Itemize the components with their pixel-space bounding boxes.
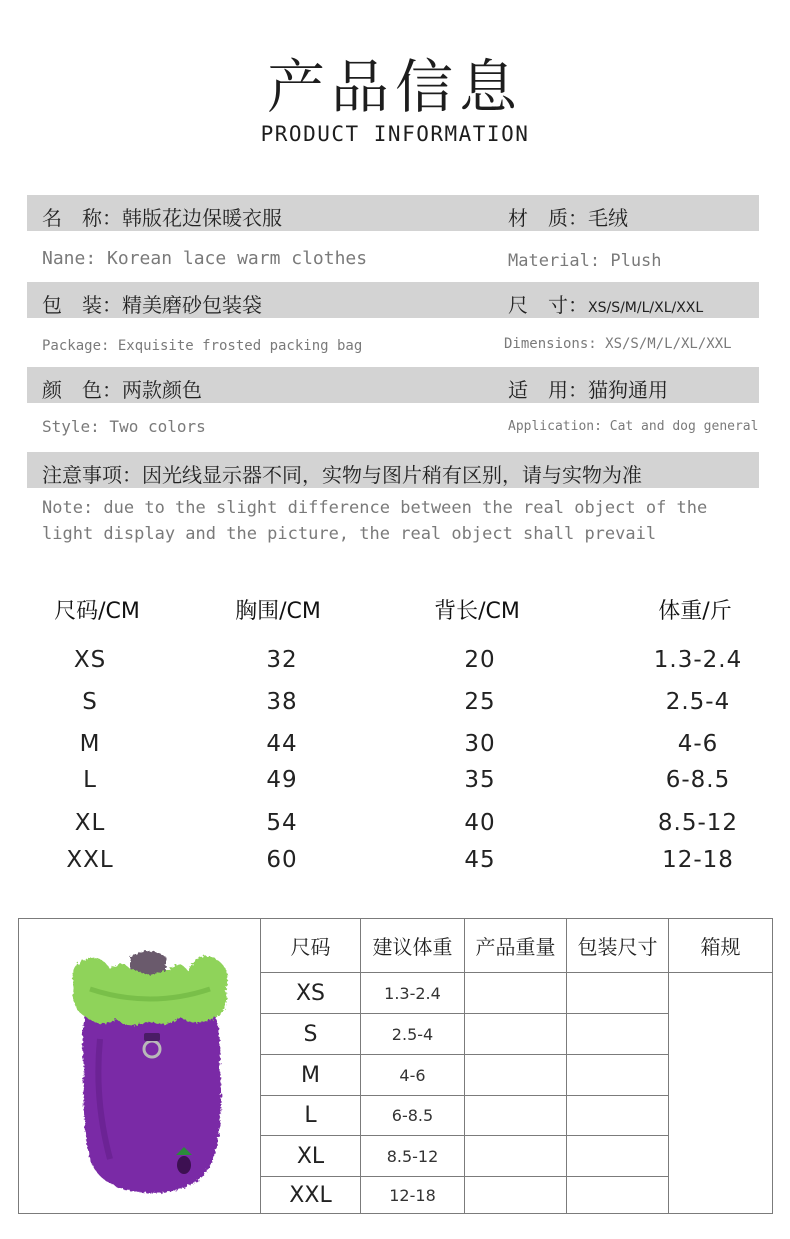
color-cn: 颜 色：两款颜色: [42, 378, 202, 402]
size-chart-header: 背长/CM: [434, 599, 520, 624]
pack-cell-empty: [567, 1096, 669, 1136]
size-chart-cell: XS: [73, 647, 107, 673]
pack-cell-weight: 1.3-2.4: [361, 973, 465, 1014]
size-chart-cell: S: [82, 689, 98, 715]
style-en: Style: Two colors: [42, 417, 206, 436]
pack-header-package-size: 包装尺寸: [567, 919, 669, 973]
size-chart-cell: 4-6: [677, 731, 719, 757]
note-cn: 注意事项：因光线显示器不同，实物与图片稍有区别，请与实物为准: [42, 463, 642, 487]
pack-cell-weight: 4-6: [361, 1055, 465, 1096]
size-chart-cell: 30: [464, 731, 496, 757]
pack-header-weight: 建议体重: [361, 919, 465, 973]
pack-cell-empty: [465, 1055, 567, 1096]
size-chart-cell: XL: [74, 810, 106, 836]
pack-cell-empty: [465, 973, 567, 1014]
pack-cell-empty: [567, 1055, 669, 1096]
product-image-cell: [19, 919, 261, 1214]
pack-cell-weight: 2.5-4: [361, 1014, 465, 1055]
pack-cell-weight: 12-18: [361, 1177, 465, 1214]
packing-table: [18, 918, 773, 1214]
package-en: Package: Exquisite frosted packing bag: [42, 338, 363, 354]
note-en-line1: Note: due to the slight difference between the real object of the: [42, 498, 708, 518]
application-cn: 适 用：猫狗通用: [508, 378, 668, 402]
size-chart-header: 尺码/CM: [54, 599, 140, 624]
pack-cell-empty: [465, 1177, 567, 1214]
size-chart-cell: 8.5-12: [657, 810, 739, 836]
page-subtitle: PRODUCT INFORMATION: [260, 122, 530, 146]
pack-cell-size: S: [261, 1014, 361, 1055]
pack-cell-size: L: [261, 1096, 361, 1136]
pack-cell-empty: [465, 1096, 567, 1136]
pack-cell-weight: 6-8.5: [361, 1096, 465, 1136]
size-chart-cell: 44: [266, 731, 298, 757]
size-chart-cell: 49: [266, 767, 298, 793]
pack-cell-empty: [567, 1177, 669, 1214]
size-chart-cell: 35: [464, 767, 496, 793]
pack-cell-size: XS: [261, 973, 361, 1014]
size-chart-cell: 40: [464, 810, 496, 836]
dimensions-en: Dimensions: XS/S/M/L/XL/XXL: [504, 336, 732, 352]
size-chart-cell: 25: [464, 689, 496, 715]
pack-cell-size: XL: [261, 1136, 361, 1177]
pack-cell-empty: [567, 1014, 669, 1055]
size-chart-header: 胸围/CM: [235, 599, 321, 624]
material-en: Material: Plush: [508, 251, 662, 271]
size-chart-cell: L: [83, 767, 97, 793]
size-chart-cell: 60: [266, 847, 298, 873]
pack-cell-size: XXL: [261, 1177, 361, 1214]
page-title: 产品信息: [266, 53, 523, 121]
pack-cell-empty: [465, 1136, 567, 1177]
size-chart-cell: 32: [266, 647, 298, 673]
pack-cell-empty: [465, 1014, 567, 1055]
dimensions-cn-label: 尺 寸：: [508, 293, 588, 317]
material-cn: 材 质：毛绒: [508, 206, 628, 230]
size-chart-cell: 54: [266, 810, 298, 836]
patch-eggplant: [177, 1156, 191, 1174]
note-en-line2: light display and the picture, the real object shall prevail: [42, 524, 657, 544]
size-chart-cell: 1.3-2.4: [653, 647, 743, 673]
dimensions-cn-value: XS/S/M/L/XL/XXL: [588, 300, 704, 316]
size-chart-header: 体重/斤: [658, 599, 732, 624]
d-ring-strap: [144, 1033, 160, 1041]
pack-cell-carton: [669, 973, 773, 1214]
dimensions-cn: [508, 289, 703, 318]
package-cn: 包 装：精美磨砂包装袋: [42, 293, 262, 317]
size-chart-cell: XXL: [66, 847, 114, 873]
pet-vest-image: [30, 929, 250, 1199]
size-chart-cell: 2.5-4: [665, 689, 731, 715]
pack-header-size: 尺码: [261, 919, 361, 973]
pack-cell-empty: [567, 1136, 669, 1177]
name-en: Nane: Korean lace warm clothes: [42, 248, 368, 269]
pack-cell-empty: [567, 973, 669, 1014]
size-chart-cell: 12-18: [662, 847, 734, 873]
pack-cell-weight: 8.5-12: [361, 1136, 465, 1177]
size-chart-cell: M: [79, 731, 101, 757]
application-en: Application: Cat and dog general: [508, 419, 759, 434]
size-chart-cell: 45: [464, 847, 496, 873]
pack-header-product-weight: 产品重量: [465, 919, 567, 973]
size-chart-cell: 6-8.5: [665, 767, 731, 793]
size-chart-cell: 20: [464, 647, 496, 673]
size-chart-cell: 38: [266, 689, 298, 715]
name-cn: 名 称：韩版花边保暖衣服: [42, 206, 282, 230]
pack-header-carton: 箱规: [669, 919, 773, 973]
pack-cell-size: M: [261, 1055, 361, 1096]
